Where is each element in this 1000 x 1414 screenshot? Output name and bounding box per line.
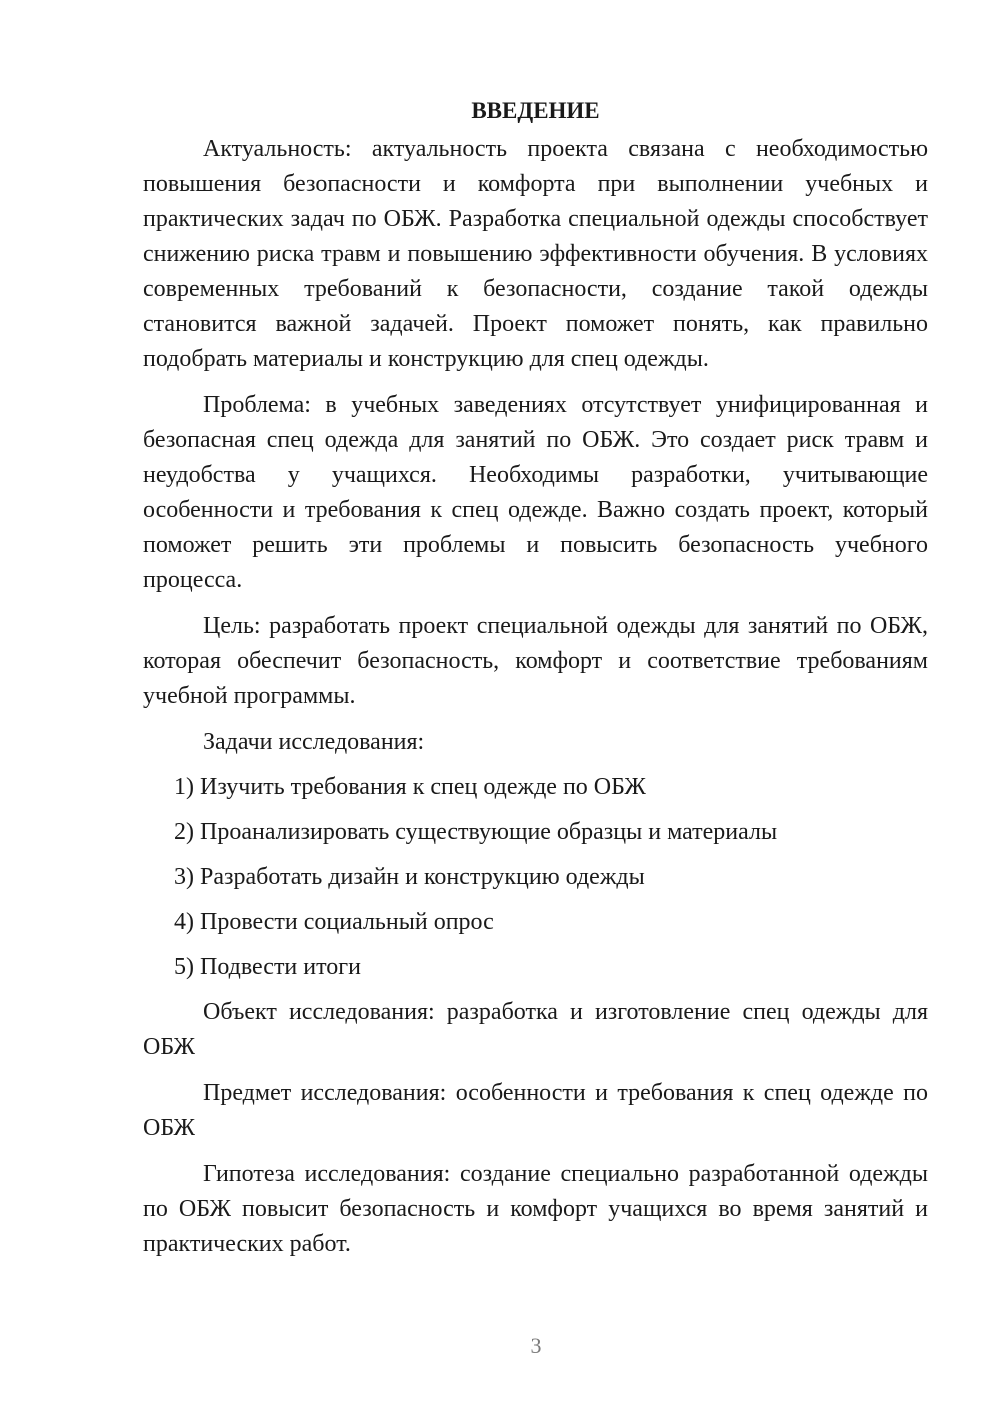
page-title: ВВЕДЕНИЕ bbox=[471, 98, 600, 123]
list-item: 4) Провести социальный опрос bbox=[174, 909, 494, 935]
tasks-list bbox=[143, 770, 928, 985]
page-number: 3 bbox=[530, 1333, 542, 1358]
object-paragraph: Объект исследования: разработка и изготовление спец одежды для ОБЖ bbox=[143, 999, 928, 1060]
relevance-paragraph: Актуальность: актуальность проекта связана с необходимостью повышения безопасности и комфорта при выполнении учебных и практических задач по ОБЖ. Разработка специальной одежды способствует снижению риска травм и повышению эффективности обучения. В условиях современных требований к безопасности, создание такой одежды становится важной задачей. Проект поможет понять, как правильно подобрать материалы и конструкцию для спец одежды. bbox=[143, 136, 928, 372]
hypothesis-paragraph: Гипотеза исследования: создание специально разработанной одежды по ОБЖ повысит безопасность и комфорт учащихся во время занятий и практических работ. bbox=[143, 1161, 928, 1257]
list-item: 3) Разработать дизайн и конструкцию одежды bbox=[174, 864, 645, 890]
problem-paragraph: Проблема: в учебных заведениях отсутствует унифицированная и безопасная спец одежда для занятий по ОБЖ. Это создает риск травм и неудобства у учащихся. Необходимы разработки, учитывающие особенности и требования к спец одежде. Важно создать проект, который поможет решить эти проблемы и повысить безопасность учебного процесса. bbox=[143, 392, 928, 593]
list-item: 1) Изучить требования к спец одежде по ОБЖ bbox=[174, 774, 646, 800]
list-item: 5) Подвести итоги bbox=[174, 954, 361, 980]
goal-paragraph: Цель: разработать проект специальной одежды для занятий по ОБЖ, которая обеспечит безопасность, комфорт и соответствие требованиям учебной программы. bbox=[143, 613, 928, 709]
page-content bbox=[143, 93, 928, 1273]
list-item: 2) Проанализировать существующие образцы и материалы bbox=[174, 819, 778, 845]
subject-paragraph: Предмет исследования: особенности и требования к спец одежде по ОБЖ bbox=[143, 1080, 928, 1141]
tasks-heading: Задачи исследования: bbox=[203, 729, 425, 755]
